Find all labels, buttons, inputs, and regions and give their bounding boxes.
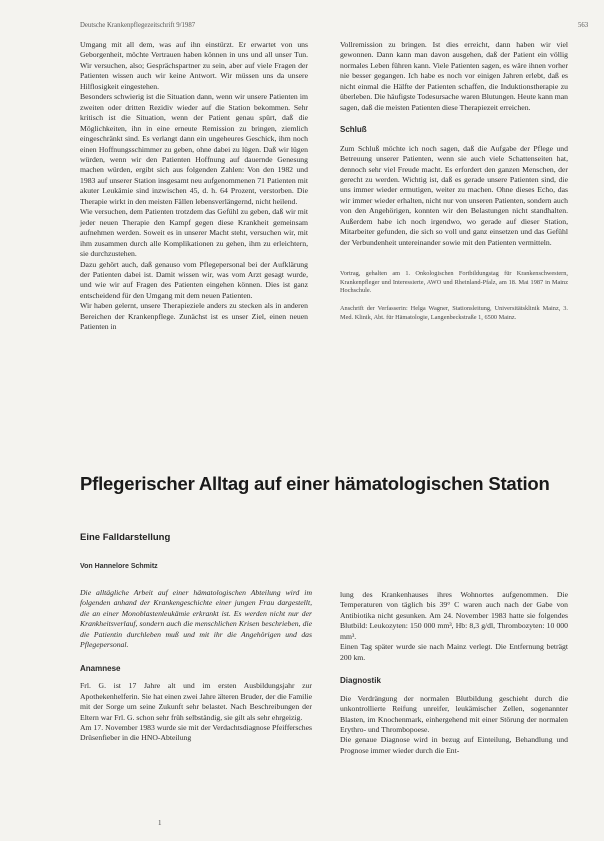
paragraph: Besonders schwierig ist die Situation dann, wenn wir unsere Patienten im zweiten oder dritten Rezidiv wieder auf die Station bekommen. Sehr kritisch ist die Situation, wenn der Patient genau spürt, daß die Möglichkeiten, ihn in eine erneute Remission zu bringen, ziemlich eingeschränkt sind. Es verlangt dann ein ungeheures Geschick, ihm noch einen Hoffnungsschimmer zu geben, ohne dabei zu lügen. Daß wir lügen würden, wenn wir den Patienten Hoffnung auf dauernde Genesung machen würden, ergibt sich aus folgenden Zahlen: Von den 1982 und 1983 auf unserer Station insgesamt neu aufgenommenen 71 Patienten mit akuter Leukämie sind inzwischen 45, d. h. 64 Prozent, verstorben. Die Therapie wirkt in den meisten Fällen lebensverlängernd, nicht heilend. xyxy=(80,92,308,206)
footnote-lecture: Vortrag, gehalten am 1. Onkologischen Fortbildungstag für Krankenschwestern, Krankenpfleger und Interessierte, AWO und Rheinland-Pfalz, am 18. Mai 1987 in Mainz Hochschule. xyxy=(340,270,568,295)
page-number: 1 xyxy=(158,819,162,827)
section-heading-schluss: Schluß xyxy=(340,125,367,135)
paragraph: Am 17. November 1983 wurde sie mit der Verdachtsdiagnose Pfeiffersches Drüsenfieber in die HNO-Abteilung xyxy=(80,722,312,743)
paragraph: Die Verdrängung der normalen Blutbildung geschieht durch die unkontrollierte Reifung unreifer, leukämischer Zellen, sogenannter Blasten, im Knochenmark, einhergehend mit einer Störung der normalen Erythro- und Thrombopoese. xyxy=(340,693,568,734)
article-subtitle: Eine Falldarstellung xyxy=(80,532,171,543)
article-title: Pflegerischer Alltag auf einer hämatologischen Station xyxy=(80,473,550,494)
paragraph: lung des Krankenhauses ihres Wohnortes aufgenommen. Die Temperaturen von täglich bis 39° C waren auch nach der Gabe von Antibiotika nicht gesunken. Am 24. November 1983 hatte sie folgendes Blutbild: Leukozyten: 150 000 mm³, Hb: 8,3 g/dl, Thrombozyten: 10 000 mm³. xyxy=(340,590,568,641)
article1-column-right xyxy=(340,40,568,322)
article2-column-right xyxy=(340,590,568,756)
paragraph: Vollremission zu bringen. Ist dies erreicht, dann haben wir viel gewonnen. Dann kann man davon ausgehen, daß der Patient ein völlig normales Leben führen kann. Viele Patienten sagen, es wäre ihnen vorher nie besser gegangen. Ich habe es noch vor einigen Jahren erlebt, daß es nicht einmal die Hälfte der Patienten schaffen, die Induktionstherapie zu überleben. Die häufigste Todesursache waren Blutungen. Heute kann man sagen, daß die meisten Patienten diese Therapiezeit erreichen. xyxy=(340,40,568,112)
paragraph: Wie versuchen, dem Patienten trotzdem das Gefühl zu geben, daß wir mit jeder neuen Therapie den Kampf gegen diese Krankheit gemeinsam aufnehmen werden. Soweit es in unserer Macht steht, versuchen wir, mit ihm zusammen durch alle Komplikationen zu gehen, ihm zu erleichtern, sie durchzustehen. xyxy=(80,207,308,259)
article-abstract: Die alltägliche Arbeit auf einer hämatologischen Abteilung wird im folgenden anhand der Krankengeschichte einer jungen Frau dargestellt, die an einer Monoblastenleukämie erkrankt ist. Es werden nicht nur der Krankheitsverlauf, sondern auch die menschlichen Krisen beschrieben, die die Patientin durchleben muß und mit ihr die Angehörigen und das Pflegepersonal. xyxy=(80,588,312,650)
paragraph: Umgang mit all dem, was auf ihn einstürzt. Er erwartet von uns Geborgenheit, möchte Vertrauen haben können in uns und all unser Tun. Wir versuchen, also; Gesprächspartner zu sein, aber auf viele Fragen der Patienten wissen auch wir keine Antwort. Wir müssen uns da unsere Hilflosigkeit eingestehen. xyxy=(80,40,308,91)
article-author: Von Hannelore Schmitz xyxy=(80,563,158,570)
paragraph: Frl. G. ist 17 Jahre alt und im ersten Ausbildungsjahr zur Apothekenhelferin. Sie hat einen zwei Jahre älteren Bruder, der die Familie mit der Sorge um seine Zukunft sehr belastet. Nach Beschreibungen der Eltern war Frl. G. schon sehr früh selbständig, sie gilt als sehr ehrgeizig. xyxy=(80,681,312,722)
running-header-page-number: 563 xyxy=(578,22,589,29)
paragraph: Dazu gehört auch, daß genauso vom Pflegepersonal bei der Aufklärung der Patienten dabei ist. Damit wissen wir, was vom Arzt gesagt wurde, und wie wir auf Fragen des Patienten eingehen können. Dies ist ganz entscheidend für den Umgang mit dem neuen Patienten. xyxy=(80,259,308,300)
paragraph: Die genaue Diagnose wird in bezug auf Einteilung, Behandlung und Prognose immer wieder durch die Ent- xyxy=(340,735,568,755)
running-header-journal: Deutsche Krankenpflegezeitschrift 9/1987 xyxy=(80,22,196,29)
paragraph: Wir haben gelernt, unsere Therapieziele anders zu stecken als in anderen Bereichen der Krankenpflege. Zunächst ist es unser Ziel, einen neuen Patienten in xyxy=(80,301,308,332)
paragraph: Einen Tag später wurde sie nach Mainz verlegt. Die Entfernung beträgt 200 km. xyxy=(340,642,568,662)
section-heading-diagnostik: Diagnostik xyxy=(340,676,381,686)
article1-column-left xyxy=(80,40,308,333)
paragraph: Zum Schluß möchte ich noch sagen, daß die Aufgabe der Pflege und Betreuung unserer Patienten, wenn sie auch viele Schattenseiten hat, dennoch sehr viel Freude macht. Es erfordert den ganzen Menschen, der gerecht zu werden. Wichtig ist, daß es gerade unsere Patienten sind, die uns immer wieder ermutigen, weiter zu machen. Ohne dieses Echo, das wir immer wieder erhalten, nicht nur von unseren Patienten, sondern auch von den Angehörigen, konnten wir den Belastungen nicht standhalten. Außerdem habe ich noch irgendwo, wo gerade auf dieser Station, Mitarbeiter gefunden, die sich so voll und ganz einsetzen und das Gefühl der Verbundenheit untereinander sowie mit den Patienten vermitteln. xyxy=(340,143,568,247)
section-heading-anamnese: Anamnese xyxy=(80,663,121,673)
article2-column-left xyxy=(80,588,312,744)
footnote-author-address: Anschrift der Verfasserin: Helga Wagner, Stationsleitung, Universitätsklinik Mainz, 3. Med. Klinik, Abt. für Hämatologie, Langenbeckstraße 1, 6500 Mainz. xyxy=(340,304,568,321)
